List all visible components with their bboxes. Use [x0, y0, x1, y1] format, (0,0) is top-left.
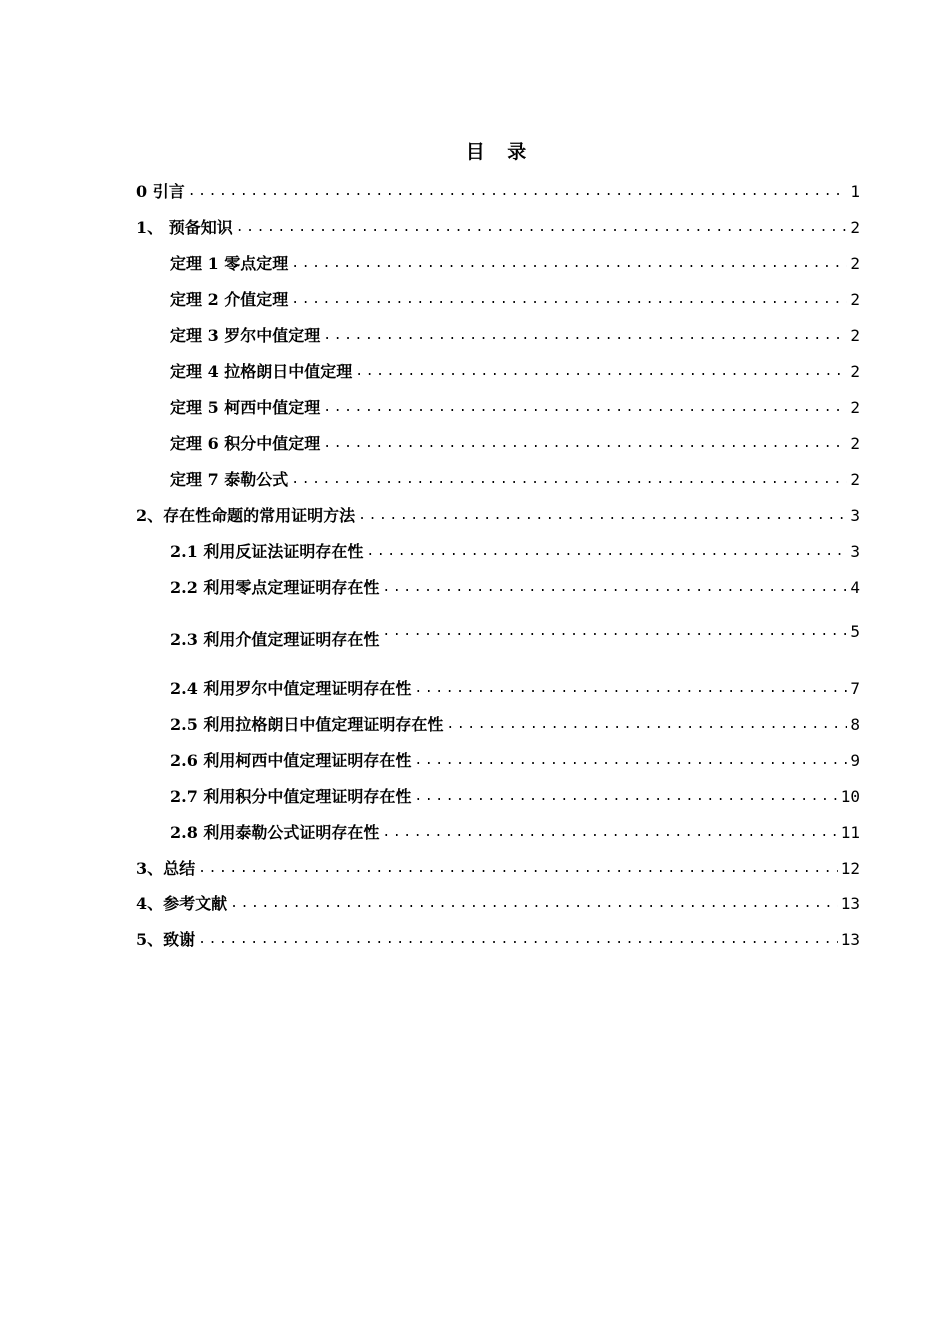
toc-leader-dots: [323, 434, 847, 454]
toc-entry[interactable]: [136, 564, 860, 598]
toc-entry-page: 12: [840, 859, 860, 878]
toc-entry-label: 2.5 利用拉格朗日中值定理证明存在性: [170, 715, 444, 734]
toc-entry-label: 5、致谢: [136, 930, 196, 949]
toc-entry-label: 2.4 利用罗尔中值定理证明存在性: [170, 679, 412, 698]
toc-entry[interactable]: [136, 456, 860, 490]
toc-leader-dots: [291, 470, 847, 490]
toc-entry-page: 13: [840, 894, 860, 913]
toc-entry[interactable]: [136, 809, 860, 843]
toc-entry-label: 定理 3 罗尔中值定理: [170, 326, 321, 345]
toc-entry-page: 2: [850, 326, 860, 345]
toc-entry[interactable]: [136, 665, 860, 699]
toc-entry-label: 2.7 利用积分中值定理证明存在性: [170, 787, 412, 806]
toc-entry[interactable]: [136, 168, 860, 202]
toc-entry-page: 2: [850, 290, 860, 309]
toc-entry-label: 0 引言: [136, 182, 185, 201]
toc-entry-page: 2: [850, 470, 860, 489]
toc-entry[interactable]: [136, 773, 860, 807]
toc-entry-page: 9: [850, 751, 860, 770]
toc-leader-dots: [323, 398, 847, 418]
toc-entry-page: 10: [840, 787, 860, 806]
toc-entry[interactable]: [136, 312, 860, 346]
toc-entry[interactable]: [136, 528, 860, 562]
toc-entry[interactable]: [136, 240, 860, 274]
toc-entry-label: 定理 7 泰勒公式: [170, 470, 289, 489]
toc-leader-dots: [358, 506, 847, 526]
toc-entry-label: 定理 6 积分中值定理: [170, 434, 321, 453]
toc-entry[interactable]: [136, 204, 860, 238]
toc-entry-label: 2.1 利用反证法证明存在性: [170, 542, 364, 561]
toc-leader-dots: [198, 930, 838, 950]
toc-entry[interactable]: [136, 845, 860, 879]
toc-entry[interactable]: [136, 737, 860, 771]
toc-leader-dots: [236, 218, 848, 238]
toc-entry-label: 4、参考文献: [136, 894, 228, 913]
toc-entry-page: 3: [850, 542, 860, 561]
toc-entry-label: 定理 4 拉格朗日中值定理: [170, 362, 353, 381]
toc-entry-page: 8: [850, 715, 860, 734]
toc-entry[interactable]: [136, 384, 860, 418]
toc-leader-dots: [414, 787, 837, 807]
toc-leader-dots: [366, 542, 847, 562]
toc-entry-label: 定理 5 柯西中值定理: [170, 398, 321, 417]
toc-entry-label: 2、存在性命题的常用证明方法: [136, 506, 356, 525]
toc-entry-label: 3、总结: [136, 859, 196, 878]
toc-leader-dots: [291, 254, 847, 274]
toc-entry-label: 2.3 利用介值定理证明存在性: [170, 630, 380, 649]
toc-leader-dots: [414, 679, 847, 699]
toc-entry-label: 定理 1 零点定理: [170, 254, 289, 273]
toc-entry-label: 2.6 利用柯西中值定理证明存在性: [170, 751, 412, 770]
toc-leader-dots: [414, 751, 847, 771]
toc-entry-page: 2: [850, 362, 860, 381]
toc-entry-page: 11: [840, 823, 860, 842]
toc-entry[interactable]: [136, 616, 860, 650]
toc-leader-dots: [382, 578, 847, 598]
toc-entry-page: 4: [850, 578, 860, 597]
toc-entry-page: 7: [850, 679, 860, 698]
toc-leader-dots: [230, 894, 838, 914]
toc-entry-page: 2: [850, 218, 860, 237]
toc-entry[interactable]: [136, 701, 860, 735]
toc-entry[interactable]: [136, 348, 860, 382]
toc-entry-page: 2: [850, 254, 860, 273]
toc-leader-dots: [291, 290, 847, 310]
toc-entry-page: 5: [850, 622, 860, 641]
toc-leader-dots: [323, 326, 847, 346]
toc-entry-label: 1、 预备知识: [136, 218, 233, 237]
toc-entry[interactable]: [136, 492, 860, 526]
toc-entry-page: 13: [840, 930, 860, 949]
toc-title: 目 录: [465, 141, 535, 163]
toc-entry[interactable]: [136, 420, 860, 454]
toc-entry[interactable]: [136, 916, 860, 950]
toc-entry-page: 1: [850, 182, 860, 201]
toc-entry-page: 2: [850, 398, 860, 417]
toc-entry-page: 2: [850, 434, 860, 453]
toc-leader-dots: [446, 715, 847, 735]
toc-leader-dots: [188, 182, 848, 202]
toc-leader-dots: [355, 362, 847, 382]
toc-leader-dots: [382, 823, 837, 843]
toc-entry-page: 3: [850, 506, 860, 525]
toc-leader-dots: [198, 859, 838, 879]
toc-entry-label: 2.8 利用泰勒公式证明存在性: [170, 823, 380, 842]
toc-entry[interactable]: [136, 880, 860, 914]
toc-entry-label: 2.2 利用零点定理证明存在性: [170, 578, 380, 597]
toc-leader-dots: [382, 622, 847, 642]
toc-entry[interactable]: [136, 276, 860, 310]
toc-entry-label: 定理 2 介值定理: [170, 290, 289, 309]
